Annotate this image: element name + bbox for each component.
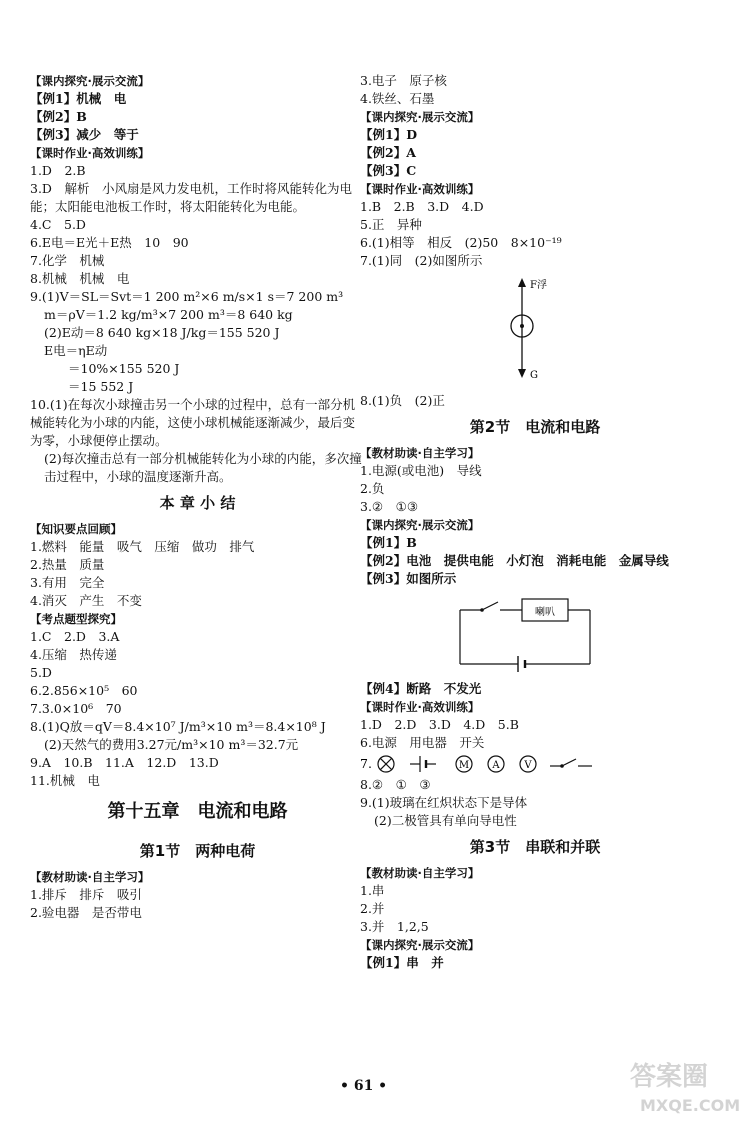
gravity-label: G xyxy=(530,370,538,381)
right-column xyxy=(360,72,710,972)
section-title: 第十五章 电流和电路 xyxy=(107,801,288,822)
answer-line: 1.串 xyxy=(360,883,385,898)
answer-line: E电＝ηE动 xyxy=(44,343,108,358)
answer-line: 【例3】如图所示 xyxy=(360,571,457,586)
section-heading: 【课时作业·高效训练】 xyxy=(360,182,480,196)
svg-text:M: M xyxy=(458,760,470,771)
answer-line: 【例1】B xyxy=(360,535,417,550)
section-title: 第3节 串联和并联 xyxy=(469,838,601,856)
answer-line: 3.D 解析 小风扇是风力发电机，工作时将风能转化为电能；太阳能电池板工作时，将太阳能转化为电能。 xyxy=(30,181,352,214)
answer-line: 4.C 5.D xyxy=(30,217,86,232)
answer-line: 【例1】机械 电 xyxy=(30,91,127,106)
answer-line: (2)天然气的费用3.27元/m³×10 m³＝32.7元 xyxy=(44,737,299,752)
answer-line: 11.机械 电 xyxy=(30,773,100,788)
answer-line: 6.(1)相等 相反 (2)50 8×10⁻¹⁹ xyxy=(360,235,562,250)
symbols-prefix: 7. xyxy=(360,756,372,771)
section-heading: 【课时作业·高效训练】 xyxy=(360,700,480,714)
answer-line: 1.B 2.B 3.D 4.D xyxy=(360,199,484,214)
force-diagram-svg xyxy=(360,274,560,384)
answer-line: 4.压缩 热传递 xyxy=(30,647,117,662)
answer-line: 【例1】D xyxy=(360,127,418,142)
answer-line: 10.(1)在每次小球撞击另一个小球的过程中，总有一部分机械能转化为小球的内能，这使小球机械能逐渐减少，最后变为零，小球便停止摆动。 xyxy=(30,397,356,448)
answer-line: ＝10%×155 520 J xyxy=(68,361,180,376)
answer-line: 【例3】C xyxy=(360,163,417,178)
svg-text:A: A xyxy=(492,760,500,771)
answer-line: 9.(1)V＝SL＝Svt＝1 200 m²×6 m/s×1 s＝7 200 m³ xyxy=(30,289,344,304)
right-block-b xyxy=(360,392,710,588)
circuit-diagram-svg xyxy=(360,592,600,672)
answer-line: 9.(1)玻璃在红炽状态下是导体 xyxy=(360,795,528,810)
answer-line: 2.热量 质量 xyxy=(30,557,105,572)
answer-line: 4.消灭 产生 不变 xyxy=(30,593,142,608)
answer-line: 2.验电器 是否带电 xyxy=(30,905,142,920)
section-title: 第2节 电流和电路 xyxy=(469,418,601,436)
answer-line: (2)二极管具有单向导电性 xyxy=(374,813,517,828)
answer-line: 1.电源(或电池) 导线 xyxy=(360,463,482,478)
battery-symbol-icon xyxy=(410,756,436,772)
answer-line: 2.并 xyxy=(360,901,385,916)
section-heading: 【知识要点回顾】 xyxy=(30,522,122,536)
answer-line: 1.燃料 能量 吸气 压缩 做功 排气 xyxy=(30,539,255,554)
left-column xyxy=(30,72,365,922)
answer-line: 【例2】电池 提供电能 小灯泡 消耗电能 金属导线 xyxy=(360,553,669,568)
answer-line: 【例4】断路 不发光 xyxy=(360,681,482,696)
section-heading: 【课内探究·展示交流】 xyxy=(360,110,480,124)
answer-line: m＝ρV＝1.2 kg/m³×7 200 m³＝8 640 kg xyxy=(44,307,293,322)
answer-line: 【例2】A xyxy=(360,145,416,160)
answer-line: 【例1】串 并 xyxy=(360,955,444,970)
answer-line: 5.D xyxy=(30,665,52,680)
circuit-symbols-svg xyxy=(360,752,620,776)
section-title: 第1节 两种电荷 xyxy=(139,842,256,860)
page-number: • 61 • xyxy=(340,1078,388,1094)
voltmeter-symbol-icon xyxy=(520,756,536,772)
section-heading: 【课时作业·高效训练】 xyxy=(30,146,150,160)
answer-line: 1.C 2.D 3.A xyxy=(30,629,120,644)
answer-line: 3.并 1,2,5 xyxy=(360,919,429,934)
svg-text:V: V xyxy=(524,760,532,771)
svg-text:答案圈: 答案圈 xyxy=(630,1062,709,1092)
answer-line: 9.A 10.B 11.A 12.D 13.D xyxy=(30,755,219,770)
section-title: 本 章 小 结 xyxy=(159,494,236,512)
answer-line: 2.负 xyxy=(360,481,385,496)
answer-line: 【例2】B xyxy=(30,109,87,124)
force-diagram xyxy=(360,274,710,388)
answer-line: ＝15 552 J xyxy=(68,379,134,394)
answer-line: 【例3】减少 等于 xyxy=(30,127,139,142)
answer-line: 8.② ① ③ xyxy=(360,777,431,792)
answer-line: 6.E电＝E光＋E热 10 90 xyxy=(30,235,189,250)
answer-line: 3.电子 原子核 xyxy=(360,73,447,88)
section-heading: 【教材助读·自主学习】 xyxy=(360,866,480,880)
section-heading: 【教材助读·自主学习】 xyxy=(30,870,150,884)
ammeter-symbol-icon xyxy=(488,756,504,772)
answer-line: 8.(1)Q放＝qV＝8.4×10⁷ J/m³×10 m³＝8.4×10⁸ J xyxy=(30,719,326,734)
section-heading: 【考点题型探究】 xyxy=(30,612,122,626)
answer-line: (2)E动＝8 640 kg×18 J/kg＝155 520 J xyxy=(44,325,280,340)
right-block-a xyxy=(360,72,710,270)
svg-text:MXQE.COM: MXQE.COM xyxy=(640,1096,740,1115)
answer-line: 8.(1)负 (2)正 xyxy=(360,393,445,408)
answer-line: 1.D 2.D 3.D 4.D 5.B xyxy=(360,717,519,732)
circuit-diagram xyxy=(360,592,710,676)
answer-line: 7.(1)同 (2)如图所示 xyxy=(360,253,483,268)
motor-symbol-icon xyxy=(456,756,472,772)
answer-line: 6.电源 用电器 开关 xyxy=(360,735,485,750)
section-heading: 【课内探究·展示交流】 xyxy=(360,938,480,952)
right-block-d xyxy=(360,776,710,972)
section-heading: 【课内探究·展示交流】 xyxy=(360,518,480,532)
watermark-logo xyxy=(620,1051,740,1125)
switch-symbol-icon xyxy=(550,759,592,768)
buoyancy-label: F浮 xyxy=(530,280,547,291)
answer-line: 6.2.856×10⁵ 60 xyxy=(30,683,138,698)
lamp-symbol-icon xyxy=(378,756,394,772)
speaker-label: 喇叭 xyxy=(535,607,555,618)
right-block-c xyxy=(360,680,710,752)
answer-line: 8.机械 机械 电 xyxy=(30,271,130,286)
answer-line: 5.正 异种 xyxy=(360,217,422,232)
answer-line: 7.化学 机械 xyxy=(30,253,105,268)
answer-line: 4.铁丝、石墨 xyxy=(360,91,435,106)
answer-line: (2)每次撞击总有一部分机械能转化为小球的内能，多次撞击过程中，小球的温度逐渐升高。 xyxy=(44,451,362,484)
answer-line: 3.有用 完全 xyxy=(30,575,105,590)
symbols-row xyxy=(360,752,710,776)
section-heading: 【课内探究·展示交流】 xyxy=(30,74,150,88)
answer-line: 3.② ①③ xyxy=(360,499,419,514)
answer-line: 1.D 2.B xyxy=(30,163,86,178)
section-heading: 【教材助读·自主学习】 xyxy=(360,446,480,460)
answer-line: 7.3.0×10⁶ 70 xyxy=(30,701,122,716)
answer-line: 1.排斥 排斥 吸引 xyxy=(30,887,142,902)
